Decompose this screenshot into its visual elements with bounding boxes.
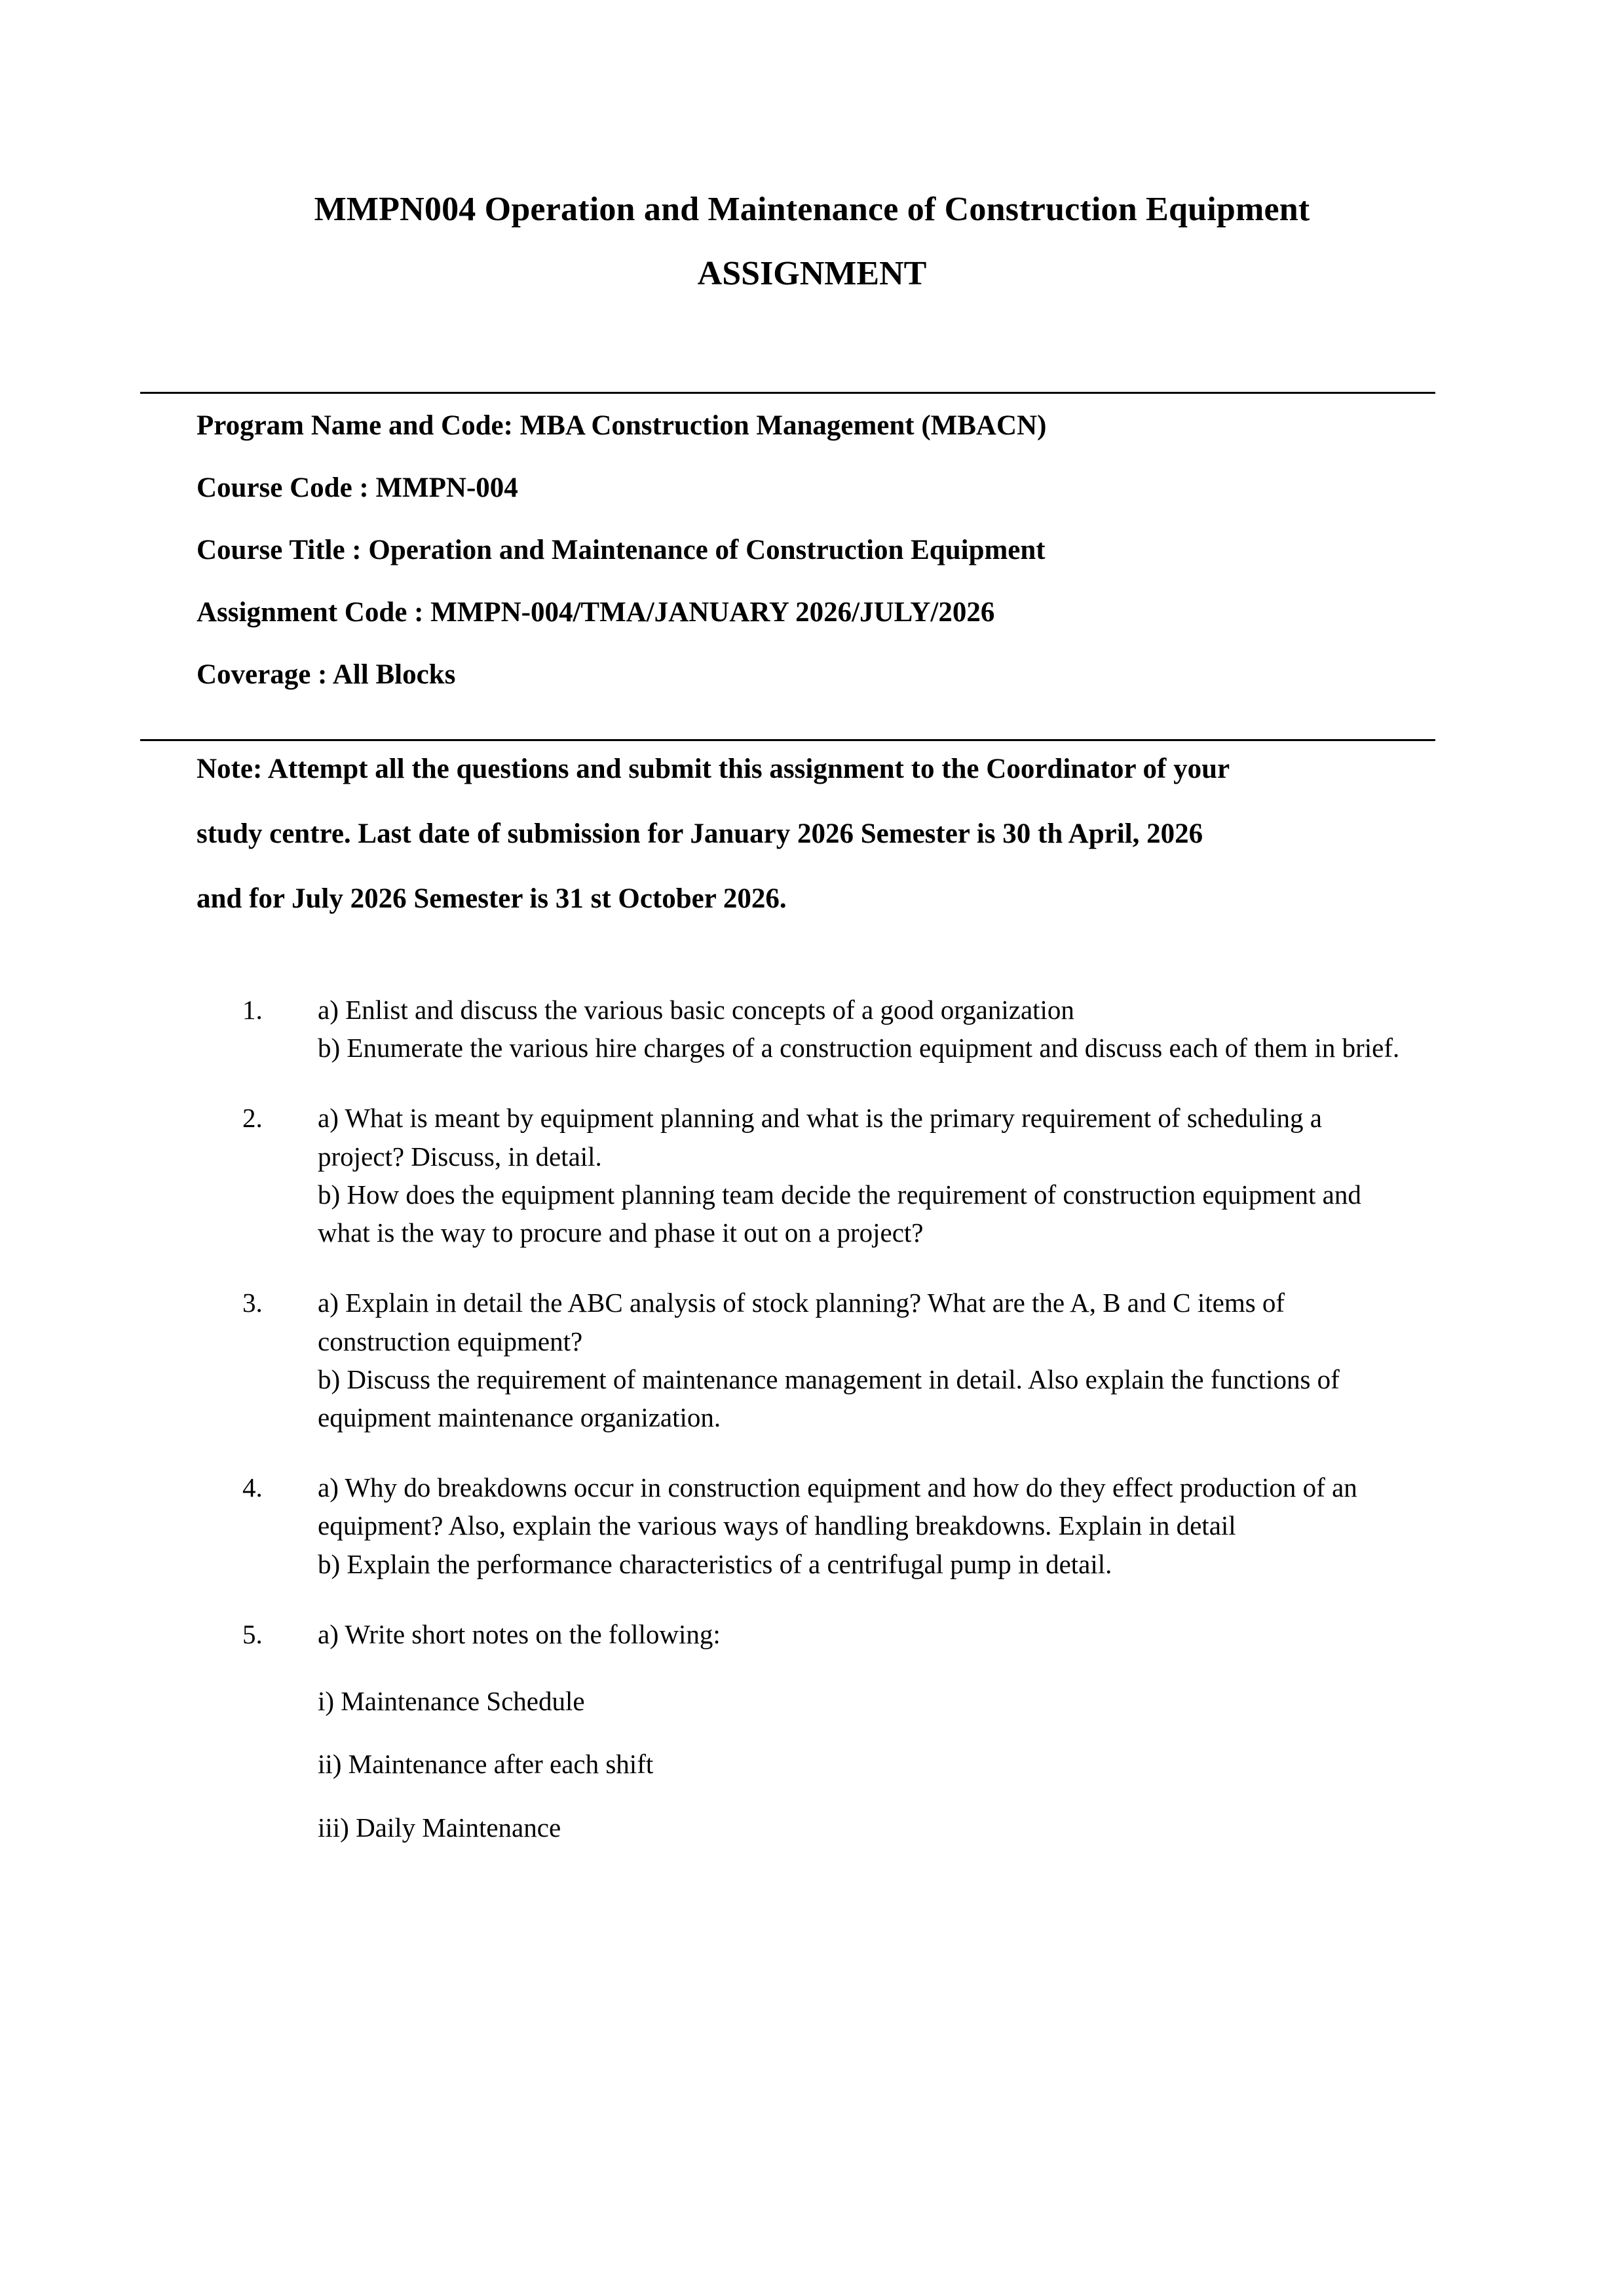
page-title: MMPN004 Operation and Maintenance of Construction Equipment: [314, 191, 1310, 228]
question-body: [318, 1284, 1415, 1436]
questions-list: [242, 991, 1415, 1879]
question-part-a: a) Enlist and discuss the various basic concepts of a good organization: [318, 995, 1074, 1025]
meta-program-name-and-code: Program Name and Code: MBA Construction Management (MBACN): [197, 410, 1047, 441]
question-part-b: b) How does the equipment planning team decide the requirement of construction equipment and what is the way to procure and phase it out on a project?: [318, 1179, 1361, 1248]
question-item-3: [242, 1284, 1415, 1436]
question-item-1: [242, 991, 1415, 1067]
question-part-b: b) Discuss the requirement of maintenance management in detail. Also explain the functions of equipment maintenance organization.: [318, 1364, 1340, 1432]
question-item-5: [242, 1615, 1415, 1846]
question-body: [318, 1468, 1415, 1583]
question-sub-item-iii: iii) Daily Maintenance: [318, 1812, 561, 1843]
question-part-a: a) What is meant by equipment planning and what is the primary requirement of scheduling a project? Discuss, in detail.: [318, 1103, 1322, 1172]
meta-course-title: Course Title : Operation and Maintenance of Construction Equipment: [197, 535, 1046, 565]
page-subtitle: ASSIGNMENT: [697, 255, 927, 293]
question-body: [318, 1615, 1415, 1846]
question-sub-item-i: i) Maintenance Schedule: [318, 1686, 585, 1717]
question-number: 3.: [242, 1288, 263, 1318]
question-number: 4.: [242, 1472, 263, 1503]
horizontal-rule-top: [140, 392, 1435, 394]
note-line-3: and for July 2026 Semester is 31 st October 2026.: [197, 883, 787, 914]
question-item-2: [242, 1099, 1415, 1252]
meta-course-code: Course Code : MMPN-004: [197, 472, 518, 503]
meta-assignment-code: Assignment Code : MMPN-004/TMA/JANUARY 2026/JULY/2026: [197, 597, 995, 628]
course-meta-block: [197, 411, 1441, 689]
question-body: [318, 991, 1415, 1067]
question-body: [318, 1099, 1415, 1252]
question-part-a: a) Explain in detail the ABC analysis of stock planning? What are the A, B and C items of construction equipment?: [318, 1288, 1285, 1356]
title-block: [0, 191, 1624, 292]
meta-coverage: Coverage : All Blocks: [197, 659, 456, 690]
note-line-1: Note: Attempt all the questions and submit this assignment to the Coordinator of your: [197, 754, 1230, 784]
horizontal-rule-middle: [140, 739, 1435, 741]
question-sub-item-ii: ii) Maintenance after each shift: [318, 1749, 654, 1780]
question-part-a: a) Why do breakdowns occur in construction equipment and how do they effect production of an equipment? Also, explain the various ways of handling breakdowns. Explain in detail: [318, 1472, 1357, 1541]
question-part-b: b) Explain the performance characteristics of a centrifugal pump in detail.: [318, 1548, 1112, 1579]
note-line-2: study centre. Last date of submission for January 2026 Semester is 30 th April, 2026: [197, 818, 1203, 849]
question-part-a: a) Write short notes on the following:: [318, 1618, 721, 1649]
question-number: 2.: [242, 1103, 263, 1134]
question-number: 5.: [242, 1618, 263, 1649]
question-item-4: [242, 1468, 1415, 1583]
submission-note: [197, 755, 1441, 913]
question-part-b: b) Enumerate the various hire charges of a construction equipment and discuss each of them in brief.: [318, 1033, 1400, 1063]
question-number: 1.: [242, 995, 263, 1025]
